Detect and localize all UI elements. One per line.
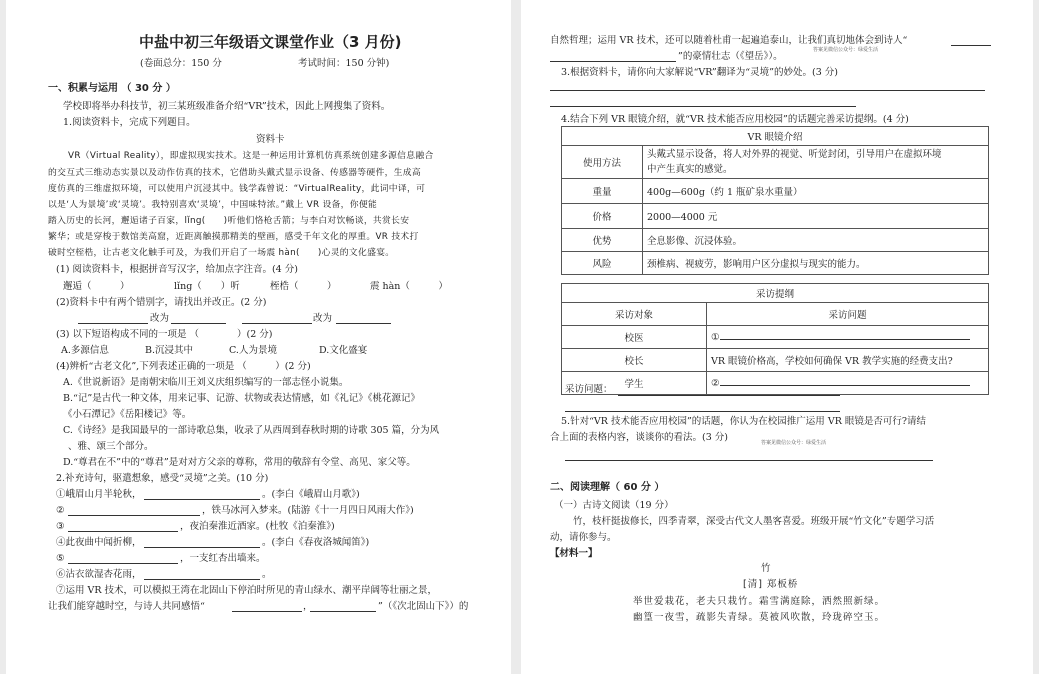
fill-line-3: ③: [56, 521, 65, 532]
ask-label: 采访问题：: [565, 384, 613, 395]
row-value-line: 中产生真实的感觉。: [647, 164, 733, 175]
table-row: [562, 349, 989, 372]
question-2: 2.补充诗句，驱遣想象，感受“灵境”之美。(10 分): [56, 473, 269, 484]
card-line: 度仿真的三维虚拟环境，可以使用户沉浸其中。钱学森曾说：“VirtualReality，此词中译，可: [48, 184, 426, 194]
answer-blank[interactable]: [951, 45, 991, 46]
fill-source-7: ”（《次北固山下》）的: [378, 601, 469, 612]
pinyin-item: 桎梏（ ）: [270, 281, 337, 292]
fill-line-7: ⑦运用 VR 技术，可以模拟王湾在北固山下停泊时所见的青山绿水、潮平岸阔等壮丽之景，: [56, 585, 438, 596]
row-value: [643, 146, 989, 179]
intro-text: 学校即将举办科技节，初三某班级准备介绍“VR”技术，因此上网搜集了资料。: [63, 101, 391, 112]
section-2-heading: 二、阅读理解（ 60 分 ）: [550, 482, 665, 493]
answer-blank[interactable]: [144, 547, 260, 548]
reading-intro: 竹，枝杆挺拔修长，四季青翠，深受古代文人墨客喜爱。班级开展“竹文化”专题学习活: [573, 516, 935, 527]
row-value[interactable]: [707, 372, 989, 395]
option: D.文化盛宴: [319, 345, 368, 356]
sub-question-4: (4)辨析“古老文化”,下列表述正确的一项是 （ ）(2 分): [56, 361, 311, 372]
table-row: [562, 326, 989, 349]
row-value: 2000—4000 元: [643, 204, 989, 229]
row-key: 校医: [562, 326, 707, 349]
option-4b: B.“记”是古代一种文体，用来记事、记游、状物或表达情感，如《礼记》《桃花源记》: [63, 393, 420, 404]
answer-blank[interactable]: [550, 61, 676, 62]
fill-source-1: 。(李白《峨眉山月歌》): [262, 489, 360, 500]
table-row: [562, 146, 989, 179]
answer-blank[interactable]: [242, 323, 312, 324]
sub-question-2: (2)资料卡中有两个错别字，请找出并改正。(2 分): [56, 297, 267, 308]
card-line: 破时空桎梏，让古老文化触手可及，为我们开启了一场震 hàn( )心灵的文化盛宴。: [48, 248, 395, 258]
answer-blank[interactable]: [310, 611, 376, 612]
fill-line-4: ④此夜曲中闻折柳，: [56, 537, 142, 548]
answer-line[interactable]: [550, 106, 856, 107]
interview-outline-table: [561, 283, 989, 395]
vr-glasses-table: [561, 126, 989, 275]
score-label: (卷面总分：150 分: [140, 58, 222, 69]
sub-question-1: (1) 阅读资料卡，根据拼音写汉字，给加点字注音。(4 分): [56, 264, 298, 275]
row-value: VR 眼镜价格高，学校如何确保 VR 教学实施的经费支出?: [707, 349, 989, 372]
poem-title: 竹: [761, 563, 771, 574]
question-3: 3.根据资料卡，请你向大家解说“VR”翻译为“灵境”的妙处。(3 分): [561, 67, 838, 78]
time-label: 考试时间：150 分钟): [298, 58, 390, 69]
question-4: 4.结合下列 VR 眼镜介绍，就“VR 技术能否应用校园”的话题完善采访提纲。(4 分): [561, 114, 909, 125]
row-value-mark: ①: [711, 331, 720, 343]
continued-line-2: ”的豪情壮志（《望岳》）。: [678, 51, 783, 62]
card-line: 踏入历史的长河，邂逅诸子百家，lǐng( )听他们恪枪舌箭；与李白对饮畅谈，共赏长安: [48, 216, 410, 226]
row-value-mark: ②: [711, 377, 720, 389]
answer-blank[interactable]: [78, 323, 148, 324]
option-4c: C.《诗经》是我国最早的一部诗歌总集，收录了从西周到春秋时期的诗歌 305 篇，分为风: [63, 425, 440, 436]
table-row: [562, 252, 989, 275]
fill-source-4: 。(李白《春夜洛城闻笛》): [262, 537, 370, 548]
answer-blank[interactable]: [68, 515, 200, 516]
table-header: 采访提纲: [562, 284, 989, 303]
row-value-line: 头戴式显示设备，将人对外界的视觉、听觉封闭，引导用户在虚拟环境: [647, 149, 942, 160]
option: B.沉浸其中: [145, 345, 194, 356]
answer-line[interactable]: [565, 460, 933, 461]
fill-end-6: 。: [262, 569, 272, 580]
pinyin-item: 邂逅（ ）: [63, 281, 130, 292]
watermark: 答案见微信公众号：绿爱生活: [761, 440, 827, 446]
fill-line-2: ②: [56, 505, 65, 516]
column-header: 采访问题: [707, 303, 989, 326]
answer-blank[interactable]: [720, 385, 970, 386]
row-key: 使用方法: [562, 146, 643, 179]
pinyin-item: lǐng（ ）听: [174, 281, 240, 292]
sub-section-heading: （一）古诗文阅读（19 分）: [554, 500, 674, 511]
question-5: 5.针对“VR 技术能否应用校园”的话题，你认为在校园推广运用 VR 眼镜是否可行?请结: [561, 416, 926, 427]
right-page: [521, 0, 1033, 674]
row-key: 风险: [562, 252, 643, 275]
table-row: [562, 179, 989, 204]
question-5-cont: 合上面的表格内容，谈谈你的看法。(3 分): [550, 432, 728, 443]
fill-source-2: ，铁马冰河入梦来。(陆游《十一月四日风雨大作》): [202, 505, 414, 516]
row-key: 价格: [562, 204, 643, 229]
card-line: 繁华；或是穿梭于数馆美高窟，近距离触摸那精美的壁画，感受千年文化的厚重。VR 技术打: [48, 232, 419, 242]
option-4d: D.“尊君在不”中的“尊君”是对对方父亲的尊称，常用的敬辞有令堂、高见、家父等。: [63, 457, 416, 468]
table-row: [562, 229, 989, 252]
fill-comma: ，: [303, 601, 313, 612]
sub-question-3: (3) 以下短语构成不同的一项是 （ ）(2 分): [56, 329, 273, 340]
answer-blank[interactable]: [336, 323, 391, 324]
answer-line[interactable]: [550, 90, 985, 91]
row-key: 校长: [562, 349, 707, 372]
row-value: 颈椎病、视疲劳，影响用户区分虚拟与现实的能力。: [643, 252, 989, 275]
column-header: 采访对象: [562, 303, 707, 326]
reading-intro-cont: 动，请你参与。: [550, 532, 617, 543]
row-key: 重量: [562, 179, 643, 204]
option-4a: A.《世说新语》是南朝宋临川王刘义庆组织编写的一部志怪小说集。: [63, 377, 349, 388]
row-value: 全息影像、沉浸体验。: [643, 229, 989, 252]
fill-line-1: ①峨眉山月半轮秋，: [56, 489, 142, 500]
poem-line: 幽篁一夜雪，疏影失青绿。莫被风吹散，玲珑碎空玉。: [633, 612, 886, 623]
card-line: 的交互式三维动态实景以及动作仿真的技术，它借助头戴式显示设备、传感器等硬件，生成高: [48, 168, 421, 178]
page-title: 中盐中初三年级语文课堂作业（3 月份): [139, 33, 402, 51]
option: A.多源信息: [61, 345, 109, 356]
row-value[interactable]: [707, 326, 989, 349]
material-label: 【材料一】: [550, 548, 598, 559]
question-1: 1.阅读资料卡，完成下列题目。: [63, 117, 196, 128]
answer-blank[interactable]: [144, 499, 260, 500]
answer-line[interactable]: [565, 411, 840, 412]
answer-blank[interactable]: [144, 579, 260, 580]
answer-line[interactable]: [618, 395, 840, 396]
pinyin-item: 震 hàn（ ）: [370, 281, 448, 292]
answer-blank[interactable]: [232, 611, 302, 612]
card-line: 以是‘人为景境’或‘灵境’。我特别喜欢‘灵境’，中国味特浓。”戴上 VR 设备，你便能: [48, 200, 378, 210]
fill-source-3: ，夜泊秦淮近酒家。(杜牧《泊秦淮》): [180, 521, 335, 532]
table-row: [562, 204, 989, 229]
row-key: 优势: [562, 229, 643, 252]
answer-blank[interactable]: [720, 339, 970, 340]
continued-line: 自然哲理；运用 VR 技术，还可以随着杜甫一起遍追泰山，让我们真切地体会到诗人“: [550, 35, 908, 46]
table-row: [562, 303, 989, 326]
fill-line-6: ⑥沾衣欲湿杏花雨，: [56, 569, 142, 580]
correct-label: 改为: [313, 313, 333, 324]
answer-blank[interactable]: [68, 531, 178, 532]
row-key: 学生: [562, 372, 707, 395]
card-title: 资料卡: [256, 134, 285, 145]
left-page: [6, 0, 511, 674]
option: C.人为景境: [229, 345, 277, 356]
option-4c-cont: 、雅、颂三个部分。: [68, 441, 154, 452]
card-line: VR（Virtual Reality），即虚拟现实技术。这是一种运用计算机仿真系统创建多源信息融合: [68, 151, 434, 161]
correct-label: 改为: [150, 313, 170, 324]
table-header: VR 眼镜介绍: [562, 127, 989, 146]
option-4b-cont: 《小石潭记》《岳阳楼记》等。: [63, 409, 192, 420]
poem-author: [清] 郑板桥: [743, 579, 799, 590]
watermark: 答案见微信公众号：绿爱生活: [813, 47, 879, 53]
answer-blank[interactable]: [171, 323, 226, 324]
fill-line-7-cont: 让我们能穿越时空，与诗人共同感悟“: [48, 601, 205, 612]
table-row: [562, 372, 989, 395]
row-value: 400g—600g（约 1 瓶矿泉水重量）: [643, 179, 989, 204]
answer-blank[interactable]: [68, 563, 178, 564]
fill-source-5: ，一支红杏出墙来。: [180, 553, 266, 564]
section-1-heading: 一、积累与运用 （ 30 分 ）: [48, 83, 176, 94]
poem-line: 举世爱栽花，老夫只栽竹。霜雪满庭除，洒然照新绿。: [633, 596, 886, 607]
fill-line-5: ⑤: [56, 553, 65, 564]
